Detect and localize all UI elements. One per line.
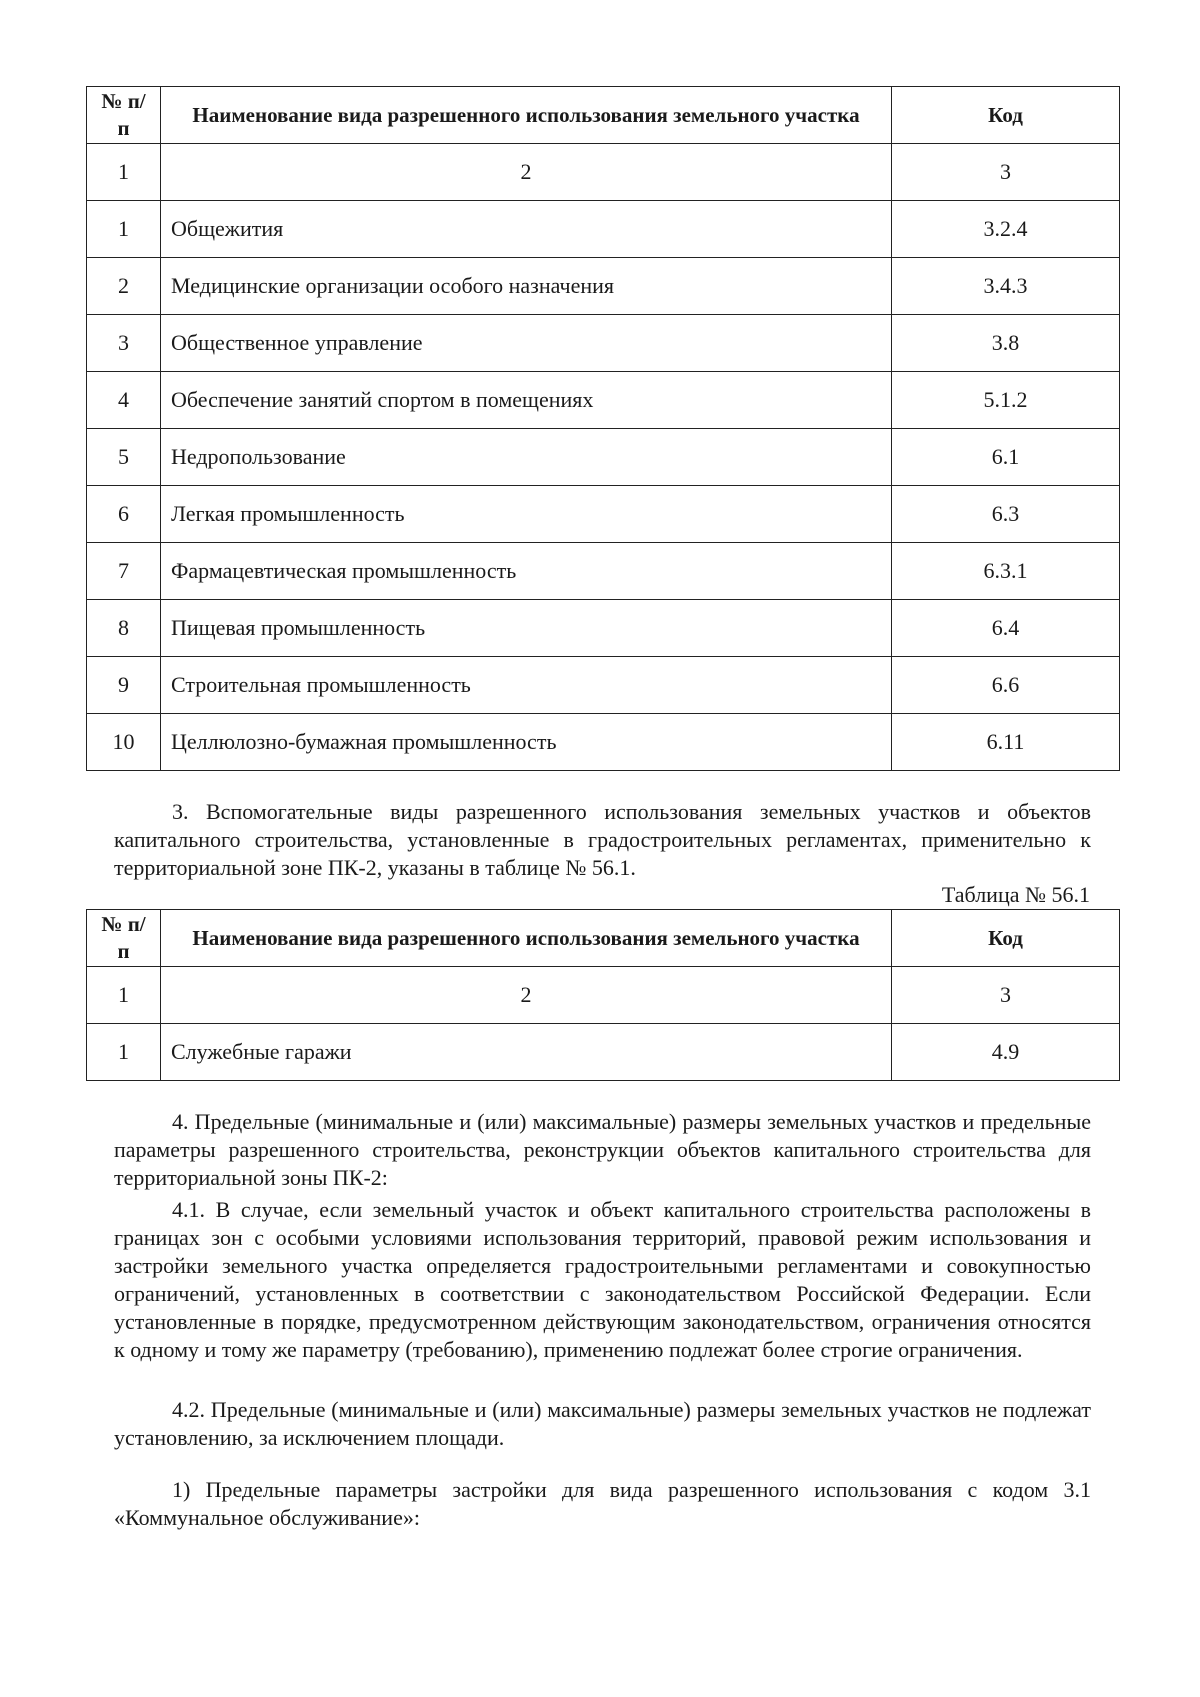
header-num: № п/п	[87, 910, 161, 967]
table-row	[87, 315, 1120, 372]
index-cell: 2	[161, 144, 892, 201]
header-code: Код	[892, 910, 1120, 967]
row-num: 4	[87, 372, 161, 429]
table-row	[87, 657, 1120, 714]
table-row	[87, 429, 1120, 486]
row-code: 5.1.2	[892, 372, 1120, 429]
table-row	[87, 372, 1120, 429]
index-cell: 3	[892, 144, 1120, 201]
header-name: Наименование вида разрешенного использования земельного участка	[161, 910, 892, 967]
header-code: Код	[892, 87, 1120, 144]
table-header-row	[87, 87, 1120, 144]
section-4-1-paragraph: 4.1. В случае, если земельный участок и объект капитального строительства расположены в границах зон с особыми условиями использования территорий, правовой режим использования и застройки земельного участка определяется градостроительными регламентами и совокупностью ограничений, установленных в соответствии с законодательством Российской Федерации. Если установленные в порядке, предусмотренном действующим законодательством, ограничения относятся к одному и тому же параметру (требованию), применению подлежат более строгие ограничения.	[114, 1197, 1091, 1362]
index-cell: 1	[87, 967, 161, 1024]
row-code: 6.4	[892, 600, 1120, 657]
row-num: 10	[87, 714, 161, 771]
table-row	[87, 543, 1120, 600]
row-name: Строительная промышленность	[161, 657, 892, 714]
row-num: 3	[87, 315, 161, 372]
header-name: Наименование вида разрешенного использования земельного участка	[161, 87, 892, 144]
row-code: 6.3.1	[892, 543, 1120, 600]
row-code: 6.11	[892, 714, 1120, 771]
table-row	[87, 714, 1120, 771]
row-name: Общественное управление	[161, 315, 892, 372]
row-code: 3.2.4	[892, 201, 1120, 258]
section-4-2-paragraph: 4.2. Предельные (минимальные и (или) максимальные) размеры земельных участков не подлежат установлению, за исключением площади.	[114, 1397, 1091, 1450]
row-name: Медицинские организации особого назначения	[161, 258, 892, 315]
table-caption: Таблица № 56.1	[941, 882, 1090, 907]
table-header-row	[87, 910, 1120, 967]
row-num: 8	[87, 600, 161, 657]
index-cell: 1	[87, 144, 161, 201]
table-row	[87, 600, 1120, 657]
table-permitted-uses	[86, 86, 1120, 771]
row-num: 1	[87, 1024, 161, 1081]
section-4-paragraph: 4. Предельные (минимальные и (или) максимальные) размеры земельных участков и предельные параметры разрешенного строительства, реконструкции объектов капитального строительства для территориальной зоны ПК-2:	[114, 1109, 1091, 1190]
row-code: 4.9	[892, 1024, 1120, 1081]
row-num: 7	[87, 543, 161, 600]
table-row	[87, 1024, 1120, 1081]
table-row	[87, 201, 1120, 258]
row-name: Общежития	[161, 201, 892, 258]
row-name: Пищевая промышленность	[161, 600, 892, 657]
row-name: Обеспечение занятий спортом в помещениях	[161, 372, 892, 429]
row-num: 5	[87, 429, 161, 486]
section-3-paragraph: 3. Вспомогательные виды разрешенного использования земельных участков и объектов капитального строительства, установленные в градостроительных регламентах, применительно к территориальной зоне ПК-2, указаны в таблице № 56.1.	[114, 799, 1091, 880]
index-cell: 3	[892, 967, 1120, 1024]
row-code: 3.4.3	[892, 258, 1120, 315]
table-row	[87, 258, 1120, 315]
row-code: 6.6	[892, 657, 1120, 714]
subsection-1-paragraph: 1) Предельные параметры застройки для вида разрешенного использования с кодом 3.1 «Коммунальное обслуживание»:	[114, 1477, 1091, 1530]
row-name: Фармацевтическая промышленность	[161, 543, 892, 600]
header-num: № п/п	[87, 87, 161, 144]
row-name: Легкая промышленность	[161, 486, 892, 543]
row-num: 9	[87, 657, 161, 714]
row-num: 1	[87, 201, 161, 258]
table-row	[87, 486, 1120, 543]
index-cell: 2	[161, 967, 892, 1024]
row-name: Недропользование	[161, 429, 892, 486]
table-index-row	[87, 144, 1120, 201]
row-num: 6	[87, 486, 161, 543]
row-num: 2	[87, 258, 161, 315]
row-code: 6.3	[892, 486, 1120, 543]
row-name: Служебные гаражи	[161, 1024, 892, 1081]
table-index-row	[87, 967, 1120, 1024]
row-code: 6.1	[892, 429, 1120, 486]
row-code: 3.8	[892, 315, 1120, 372]
row-name: Целлюлозно-бумажная промышленность	[161, 714, 892, 771]
table-auxiliary-uses	[86, 909, 1120, 1081]
